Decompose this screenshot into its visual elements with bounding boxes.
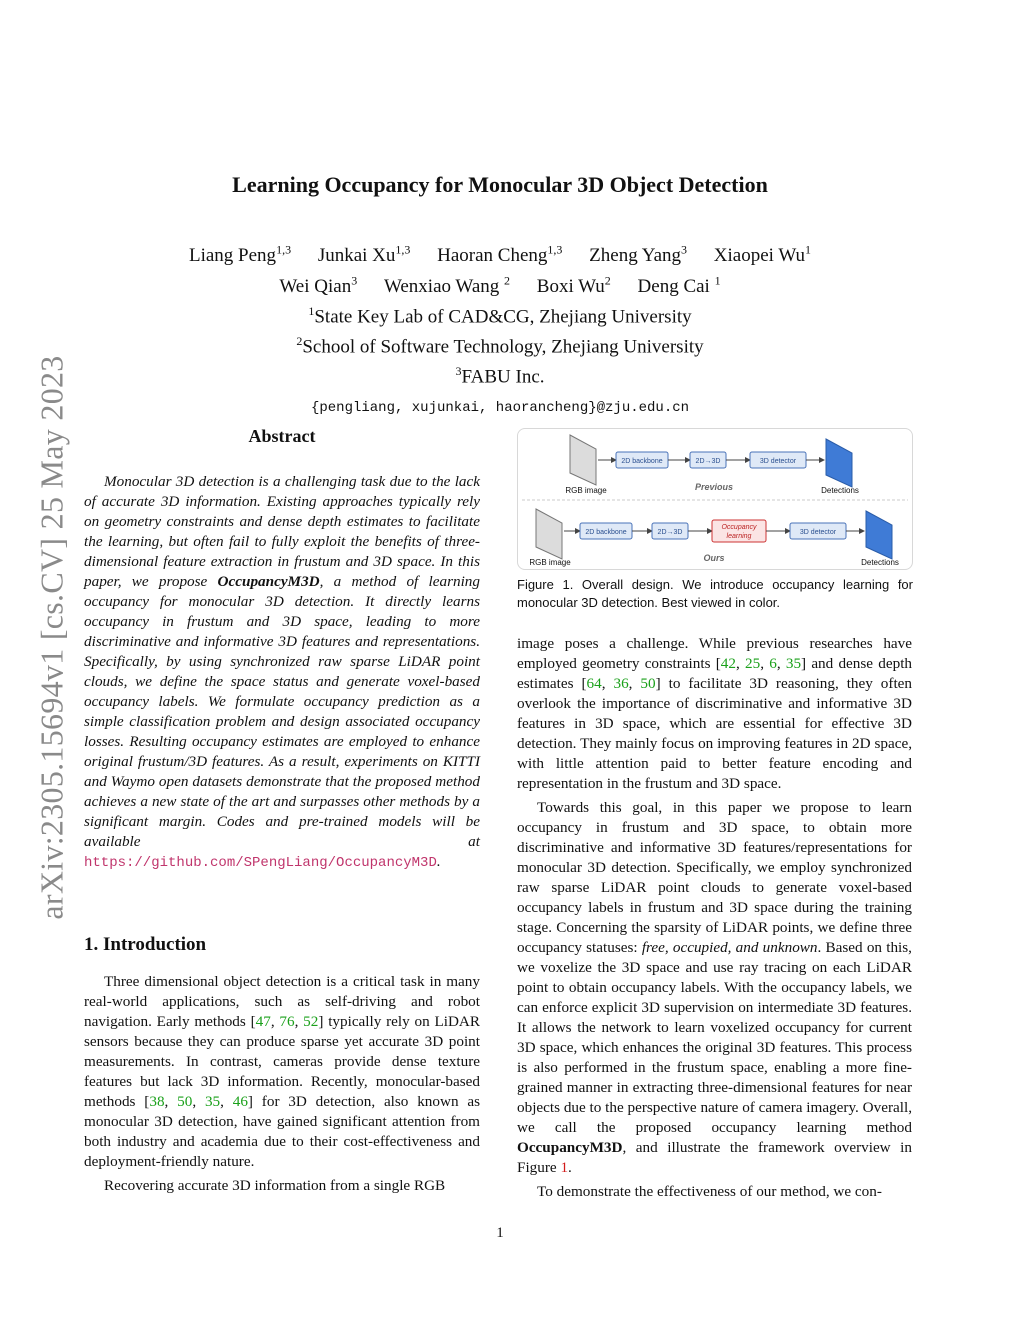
author <box>189 245 291 266</box>
ours-det-label: Detections <box>861 558 899 567</box>
author-name: Boxi Wu <box>536 275 605 297</box>
citation[interactable]: 35 <box>204 1093 221 1110</box>
citation[interactable]: 76 <box>279 1013 295 1030</box>
citation[interactable]: 35 <box>785 655 802 672</box>
ours-section-label: Ours <box>703 553 725 563</box>
detections-icon <box>866 511 892 559</box>
citation[interactable]: 50 <box>640 675 656 692</box>
affiliation <box>0 359 1000 389</box>
author-sup: 1 <box>714 273 721 288</box>
introduction-body <box>84 972 480 1200</box>
author-name: Zheng Yang <box>589 245 682 267</box>
author-sup: 1,3 <box>276 243 292 257</box>
occupancy-statuses: free, occupied, and unknown <box>641 939 818 956</box>
affiliation-sup: 1 <box>308 303 315 318</box>
figure-1-caption: Figure 1. Overall design. We introduce occupancy learning for monocular 3D detection. Best viewed in color. <box>517 577 913 610</box>
citation[interactable]: 36 <box>613 675 629 692</box>
citation[interactable]: 52 <box>303 1013 319 1030</box>
authors-row-2 <box>0 268 1000 298</box>
author <box>318 245 411 266</box>
author <box>279 273 358 297</box>
affiliation-text: School of Software Technology, Zhejiang University <box>302 336 704 358</box>
ours-2dto3d-label: 2D→3D <box>657 529 683 536</box>
citation[interactable]: 64 <box>586 675 602 692</box>
author-block <box>0 238 1000 420</box>
prev-rgb-label: RGB image <box>565 486 607 495</box>
author-name: Haoran Cheng <box>437 245 548 267</box>
prev-detector-label: 3D detector <box>759 458 797 465</box>
author-sup: 1 <box>805 243 811 257</box>
prev-2dto3d-label: 2D→3D <box>695 458 721 465</box>
prev-det-label: Detections <box>821 486 859 495</box>
text: image poses a challenge. While previous researches have employed geometry constraints [ <box>517 635 912 672</box>
occupancy-label-2: learning <box>726 533 752 540</box>
affiliation-text: FABU Inc. <box>461 366 545 388</box>
page-number: 1 <box>496 1225 504 1241</box>
rgb-image-icon <box>536 509 562 559</box>
ours-backbone-label: 2D backbone <box>585 529 627 536</box>
text: ] to facilitate 3D reasoning, they often overlook the importance of discriminative and informative 3D features in 3D space, which are essential for effective 3D detection. They mainly focus on improving features in 2D space, with little attention paid to better feature encoding and representation in the frustum and 3D space. <box>517 675 913 792</box>
affiliation <box>0 329 1000 359</box>
paragraph: Three dimensional object detection is a critical task in many real-world applications, such as self-driving and robot navigation. Early methods [47, 76, 52] typically rely on LiDAR sensors because they can produce sparse yet accurate 3D point measurements. In contrast, cameras provide dense texture features but lack 3D information. Recently, monocular-based methods [38, 50, 35, 46] for 3D detection, also known as monocular 3D detection, have gained significant attention from both industry and academia due to their cost-effectiveness and deployment-friendly nature. <box>84 973 481 1170</box>
method-name: OccupancyM3D <box>517 1139 623 1156</box>
affiliation-sup: 2 <box>296 333 303 348</box>
overall-design-diagram <box>518 429 912 569</box>
citation[interactable]: 6 <box>769 655 777 672</box>
text: . <box>568 1159 572 1176</box>
affiliation <box>0 299 1000 329</box>
text: Towards this goal, in this paper we propose to learn occupancy in frustum and 3D space, to obtain more discriminative and informative 3D features/representations for monocular 3D detection. Specifically, we employ synchronized raw sparse LiDAR point clouds to generate voxel-based occupancy labels in frustum and 3D space during the training stage. Concerning the sparsity of LiDAR points, we define three occupancy statuses: <box>517 799 912 956</box>
ours-detector-label: 3D detector <box>799 529 837 536</box>
paragraph: Recovering accurate 3D information from a single RGB <box>104 1177 446 1194</box>
paper-title: Learning Occupancy for Monocular 3D Object Detection <box>232 172 768 197</box>
arxiv-stamp-text: arXiv:2305.15694v1 [cs.CV] 25 May 2023 <box>33 354 70 920</box>
author <box>637 273 721 297</box>
author-name: Wenxiao Wang <box>383 275 505 297</box>
author <box>589 245 687 266</box>
occupancy-label-1: Occupancy <box>721 524 757 531</box>
abstract-heading: Abstract <box>248 426 316 446</box>
affiliation-text: State Key Lab of CAD&CG, Zhejiang University <box>314 305 692 327</box>
abstract-body <box>84 472 480 873</box>
author-name: Deng Cai <box>637 275 715 297</box>
right-column-body <box>517 634 912 1206</box>
citation[interactable]: 38 <box>149 1093 165 1110</box>
ours-rgb-label: RGB image <box>529 558 571 567</box>
author-sup: 1,3 <box>395 243 411 257</box>
author <box>714 245 811 266</box>
author <box>437 245 562 266</box>
authors-row-1 <box>0 238 1000 268</box>
author-name: Junkai Xu <box>317 245 396 267</box>
paragraph <box>517 798 912 1178</box>
affiliation-sup: 3 <box>455 364 462 379</box>
text: . Based on this, we voxelize the 3D space and use ray tracing on each LiDAR point to obtain occupancy labels. With the occupancy labels, we can enforce explicit 3D supervision on intermediate 3D features. It allows the network to learn voxelized occupancy for current 3D space, which enhances the original 3D features. This process is also performed in the frustum space, enabling a more fine-grained manner in extracting three-dimensional features for near objects due to the perspective nature of camera imagery. Overall, we call the proposed occupancy learning method <box>517 939 912 1136</box>
code-link[interactable]: https://github.com/SPengLiang/OccupancyM3D <box>84 855 437 871</box>
text: Three dimensional object detection is a critical task in many real-world applications, such as self-driving and robot navigation. Early methods [ <box>84 973 480 1030</box>
text: ] for 3D detection, also known as monocular 3D detection, have gained significant attention from both industry and academia due to their cost-effectiveness and deployment-friendly nature. <box>84 1093 481 1170</box>
paragraph: To demonstrate the effectiveness of our method, we con- <box>537 1183 882 1200</box>
method-name: OccupancyM3D <box>217 573 320 590</box>
paragraph: image poses a challenge. While previous researches have employed geometry constraints [42, 25, 6, 35] and dense depth estimates [64, 36, 50] to facilitate 3D reasoning, they often overlook the importance of discriminative and informative 3D features in 3D space, which are essential for effective 3D detection. They mainly focus on improving features in 2D space, with little attention paid to better feature encoding and representation in the frustum and 3D space. <box>517 635 913 792</box>
author-name: Liang Peng <box>188 245 277 267</box>
author-sup: 2 <box>504 273 511 288</box>
citation[interactable]: 50 <box>177 1093 193 1110</box>
abstract-text: Monocular 3D detection is a challenging task due to the lack of accurate 3D information. Existing approaches typically rely on geometry constraints and dense depth estimates to facilitate the learning, but often fail to fully exploit the benefits of three-dimensional feature extraction in frustum and 3D space. In this paper, we propose <box>84 473 480 590</box>
detections-icon <box>826 439 852 487</box>
abstract-text: , a method of learning occupancy for monocular 3D detection. It directly learns occupancy in frustum and 3D space, leading to more discriminative and informative 3D features and representations. Specifically, by using synchronized raw sparse LiDAR point clouds, we define the space status and generate voxel-based occupancy labels. We formulate occupancy prediction as a simple classification problem and design associated occupancy losses. Resulting occupancy estimates are employed to enhance original frustum/3D features. As a result, experiments on KITTI and Waymo open datasets demonstrate that the proposed method achieves a new state of the art and surpasses other methods by a significant margin. Codes and pre-trained models will be available at <box>84 573 480 850</box>
author-sup: 3 <box>681 243 688 257</box>
author-sup: 3 <box>351 273 358 288</box>
citation[interactable]: 25 <box>745 655 761 672</box>
figure-1 <box>517 428 913 570</box>
author-sup: 2 <box>604 273 611 288</box>
author <box>383 273 511 297</box>
prev-backbone-label: 2D backbone <box>621 458 663 465</box>
author-sup: 1,3 <box>547 243 563 257</box>
author-email: {pengliang, xujunkai, haorancheng}@zju.edu.cn <box>310 399 690 416</box>
citation[interactable]: 46 <box>232 1093 248 1110</box>
rgb-image-icon <box>570 435 596 485</box>
abstract-text: . <box>436 853 441 870</box>
citation[interactable]: 47 <box>255 1013 271 1030</box>
author <box>536 273 611 297</box>
author-name: Xiaopei Wu <box>713 245 805 267</box>
citation[interactable]: 42 <box>720 655 736 672</box>
prev-section-label: Previous <box>694 482 734 492</box>
section-heading-introduction: 1. Introduction <box>84 934 207 955</box>
figure-reference[interactable]: 1 <box>560 1159 569 1176</box>
text: ] typically rely on LiDAR sensors because they can produce sparse yet accurate 3D point measurements. In contrast, cameras provide dense texture features but lack 3D information. Recently, monocular-based methods [ <box>84 1013 481 1110</box>
author-name: Wei Qian <box>279 275 352 297</box>
text: ] and dense depth estimates [ <box>517 655 913 692</box>
text: , and illustrate the framework overview in Figure <box>517 1139 912 1176</box>
